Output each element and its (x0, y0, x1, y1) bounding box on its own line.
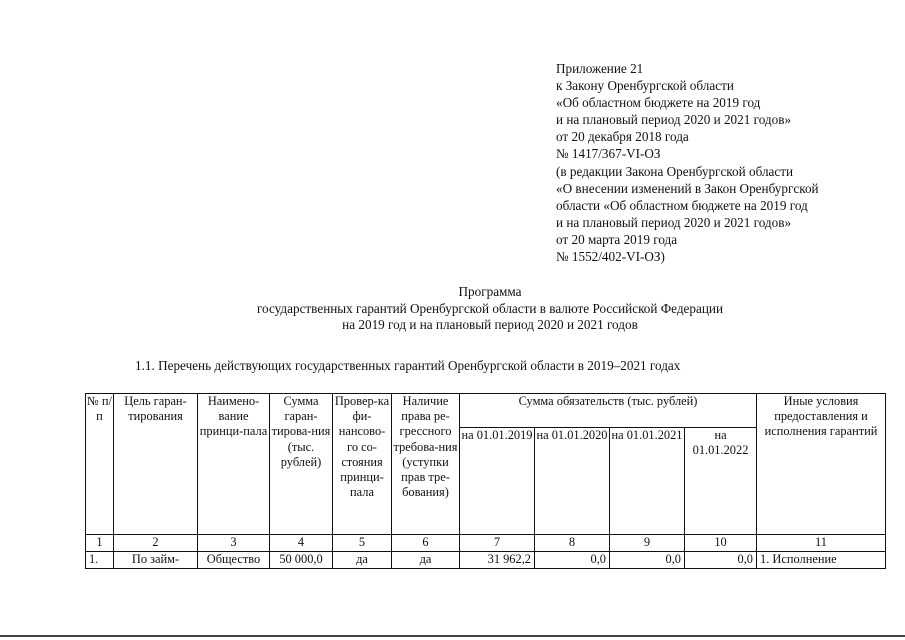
column-number: 4 (270, 535, 333, 552)
appendix-line: № 1417/367-VI-ОЗ (556, 146, 661, 162)
section-heading: 1.1. Перечень действующих государственных гарантий Оренбургской области в 2019–2021 годах (135, 358, 681, 373)
cell-num: 1. (86, 552, 114, 569)
appendix-line: «Об областном бюджете на 2019 год (556, 95, 761, 111)
cell-purpose: По займ- (114, 552, 198, 569)
appendix-line: № 1552/402-VI-ОЗ) (556, 249, 665, 265)
guarantees-table (85, 393, 886, 569)
cell-sum: 50 000,0 (270, 552, 333, 569)
cell-value-2022: 0,0 (685, 552, 757, 569)
header-sum: Сумма гаран-тирова-ния (тыс. рублей) (270, 394, 333, 535)
program-title-line: на 2019 год и на плановый период 2020 и 2021 годов (342, 317, 638, 332)
column-number: 7 (460, 535, 535, 552)
header-purpose: Цель гаран-тирования (114, 394, 198, 535)
column-number: 5 (333, 535, 392, 552)
column-number: 6 (392, 535, 460, 552)
header-principal: Наимено-вание принци-пала (198, 394, 270, 535)
header-date-2022: на 01.01.2022 (685, 428, 757, 535)
column-number: 8 (535, 535, 610, 552)
program-title-line: Программа (458, 284, 522, 299)
cell-check: да (333, 552, 392, 569)
column-number: 1 (86, 535, 114, 552)
header-date-2019: на 01.01.2019 (460, 428, 535, 535)
appendix-line: области «Об областном бюджете на 2019 год (556, 197, 808, 213)
cell-value-2019: 31 962,2 (460, 552, 535, 569)
appendix-line: «О внесении изменений в Закон Оренбургской (556, 180, 819, 196)
cell-other: 1. Исполнение (757, 552, 886, 569)
header-num: № п/п (86, 394, 114, 535)
column-number-row (86, 535, 886, 552)
header-obligation-group: Сумма обязательств (тыс. рублей) (460, 394, 757, 428)
appendix-line: и на плановый период 2020 и 2021 годов» (556, 112, 792, 128)
header-date-2021: на 01.01.2021 (610, 428, 685, 535)
appendix-block (556, 60, 819, 265)
appendix-line: к Закону Оренбургской области (556, 78, 734, 94)
cell-value-2020: 0,0 (535, 552, 610, 569)
program-title (170, 284, 810, 334)
appendix-line: и на плановый период 2020 и 2021 годов» (556, 214, 792, 230)
appendix-line: Приложение 21 (556, 61, 644, 76)
table-row (86, 552, 886, 569)
appendix-line: от 20 декабря 2018 года (556, 129, 689, 145)
cell-principal: Общество (198, 552, 270, 569)
header-check: Провер-ка фи-нансово-го со-стояния принци-пала (333, 394, 392, 535)
column-number: 2 (114, 535, 198, 552)
appendix-line: (в редакции Закона Оренбургской области (556, 163, 794, 179)
cell-value-2021: 0,0 (610, 552, 685, 569)
column-number: 11 (757, 535, 886, 552)
program-title-line: государственных гарантий Оренбургской области в валюте Российской Федерации (256, 300, 724, 316)
column-number: 10 (685, 535, 757, 552)
appendix-line: от 20 марта 2019 года (556, 231, 678, 247)
column-number: 3 (198, 535, 270, 552)
column-number: 9 (610, 535, 685, 552)
header-regress: Наличие права ре-грессного требова-ния (уступки прав тре-бования) (392, 394, 460, 535)
page-bottom-rule (0, 635, 905, 637)
header-other: Иные условия предоставления и исполнения гарантий (757, 394, 886, 535)
header-date-2020: на 01.01.2020 (535, 428, 610, 535)
cell-regress: да (392, 552, 460, 569)
header-row (86, 394, 886, 428)
